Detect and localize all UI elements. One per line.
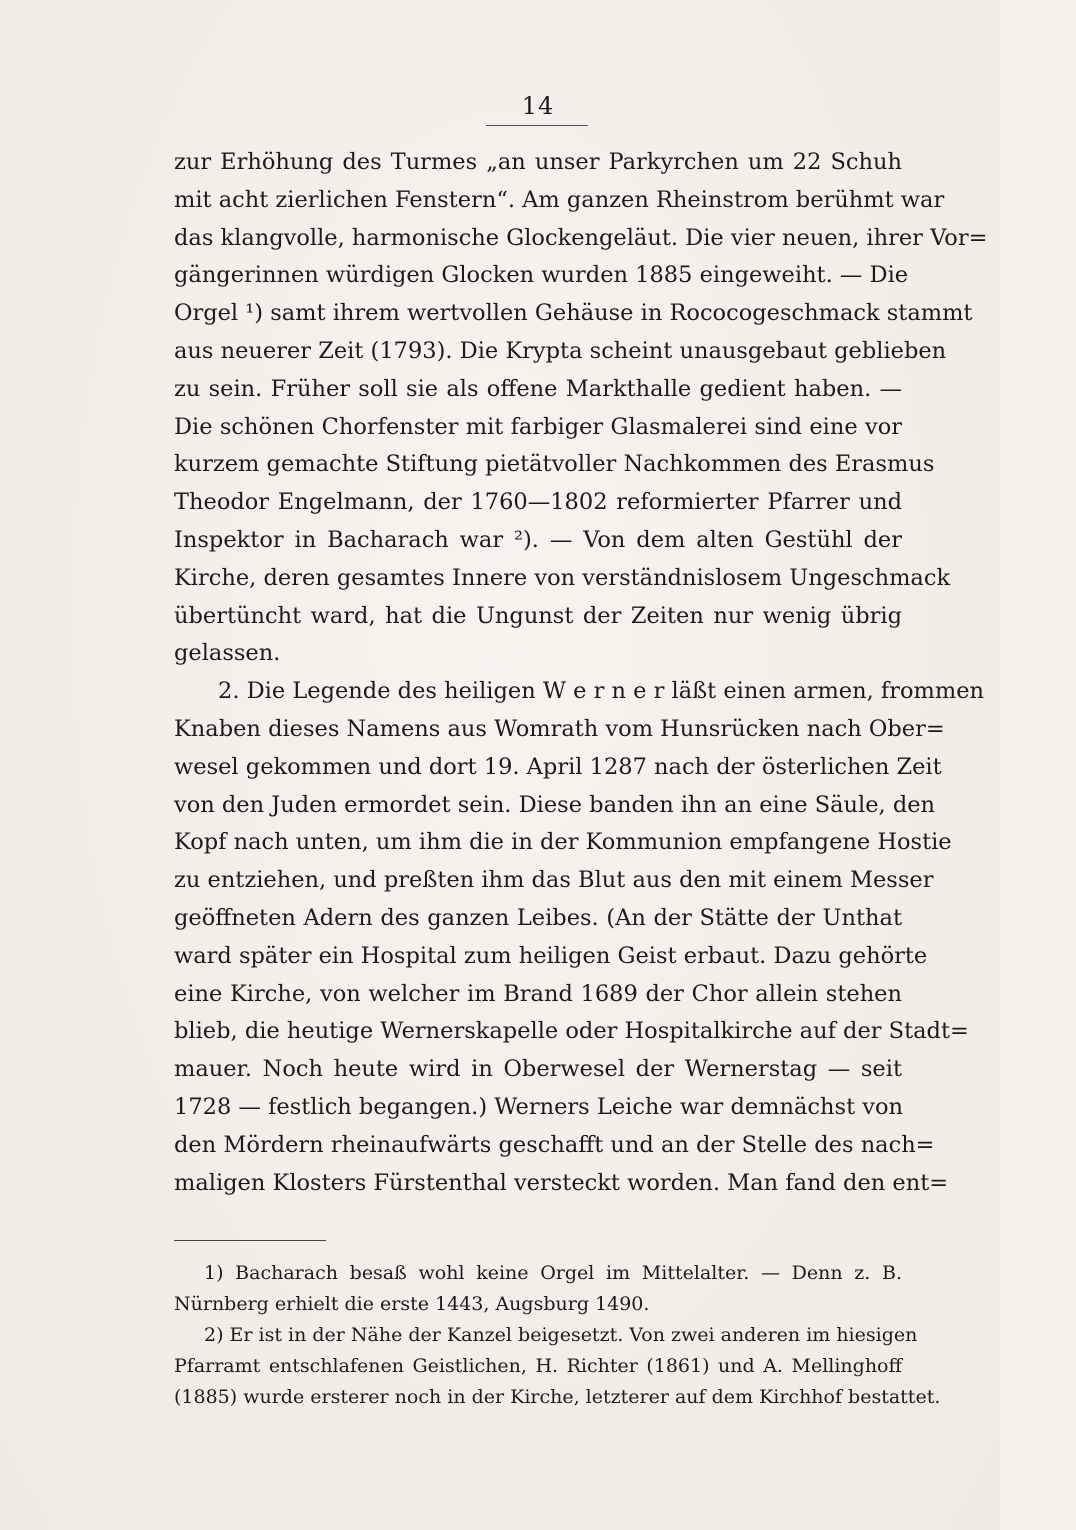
page-number-rule bbox=[486, 125, 588, 126]
text-line: 2. Die Legende des heiligen W e r n e r läßt einen armen, frommen bbox=[218, 678, 985, 705]
text-line: Knaben dieses Namens aus Womrath vom Hunsrücken nach Ober= bbox=[174, 715, 945, 742]
text-line: das klangvolle, harmonische Glockengeläut. Die vier neuen, ihrer Vor= bbox=[174, 224, 988, 251]
text-line: zu entziehen, und preßten ihm das Blut aus den mit einem Messer bbox=[174, 867, 934, 894]
page-number: 14 bbox=[521, 92, 555, 120]
text-line: Kirche, deren gesamtes Innere von verständnislosem Ungeschmack bbox=[174, 564, 951, 591]
body-text bbox=[174, 144, 988, 1202]
text-line: ward später ein Hospital zum heiligen Geist erbaut. Dazu gehörte bbox=[174, 942, 928, 969]
text-line: Inspektor in Bacharach war ²). — Von dem alten Gestühl der bbox=[174, 526, 902, 553]
text-line: Theodor Engelmann, der 1760—1802 reformierter Pfarrer und bbox=[174, 489, 902, 516]
footnotes bbox=[174, 1258, 941, 1413]
text-line: mauer. Noch heute wird in Oberwesel der Wernerstag — seit bbox=[174, 1056, 902, 1083]
text-line: übertüncht ward, hat die Ungunst der Zeiten nur wenig übrig bbox=[174, 602, 902, 629]
text-line: Orgel ¹) samt ihrem wertvollen Gehäuse in Rococogeschmack stammt bbox=[174, 300, 973, 327]
text-line: eine Kirche, von welcher im Brand 1689 der Chor allein stehen bbox=[174, 980, 902, 1007]
text-line: aus neuerer Zeit (1793). Die Krypta scheint unausgebaut geblieben bbox=[174, 337, 947, 364]
text-line: 1728 — festlich begangen.) Werners Leiche war demnächst von bbox=[174, 1093, 904, 1120]
footnote-line: (1885) wurde ersterer noch in der Kirche, letzterer auf dem Kirchhof bestattet. bbox=[174, 1386, 941, 1408]
footnote-line: Nürnberg erhielt die erste 1443, Augsburg 1490. bbox=[174, 1293, 650, 1315]
text-line: von den Juden ermordet sein. Diese banden ihn an eine Säule, den bbox=[174, 791, 936, 818]
text-line: maligen Klosters Fürstenthal versteckt worden. Man fand den ent= bbox=[174, 1169, 949, 1196]
text-line: den Mördern rheinaufwärts geschafft und an der Stelle des nach= bbox=[174, 1131, 935, 1158]
footnote-separator bbox=[174, 1240, 326, 1241]
footnote-line: 1) Bacharach besaß wohl keine Orgel im Mittelalter. — Denn z. B. bbox=[204, 1262, 902, 1284]
footnote-line: 2) Er ist in der Nähe der Kanzel beigesetzt. Von zwei anderen im hiesigen bbox=[204, 1324, 918, 1346]
text-line: zu sein. Früher soll sie als offene Markthalle gedient haben. — bbox=[174, 375, 902, 402]
footnote-line: Pfarramt entschlafenen Geistlichen, H. Richter (1861) und A. Mellinghoff bbox=[174, 1355, 902, 1377]
text-line: mit acht zierlichen Fenstern“. Am ganzen Rheinstrom berühmt war bbox=[174, 186, 945, 213]
text-line: Kopf nach unten, um ihm die in der Kommunion empfangene Hostie bbox=[174, 829, 952, 856]
text-line: gelassen. bbox=[174, 640, 281, 667]
text-line: geöffneten Adern des ganzen Leibes. (An der Stätte der Unthat bbox=[174, 904, 902, 931]
text-line: blieb, die heutige Wernerskapelle oder Hospitalkirche auf der Stadt= bbox=[174, 1018, 969, 1045]
text-line: zur Erhöhung des Turmes „an unser Parkyrchen um 22 Schuh bbox=[174, 149, 902, 175]
text-line: wesel gekommen und dort 19. April 1287 nach der österlichen Zeit bbox=[174, 753, 942, 780]
text-line: kurzem gemachte Stiftung pietätvoller Nachkommen des Erasmus bbox=[174, 451, 935, 478]
text-line: Die schönen Chorfenster mit farbiger Glasmalerei sind eine vor bbox=[174, 413, 902, 440]
text-line: gängerinnen würdigen Glocken wurden 1885 eingeweiht. — Die bbox=[174, 262, 909, 289]
